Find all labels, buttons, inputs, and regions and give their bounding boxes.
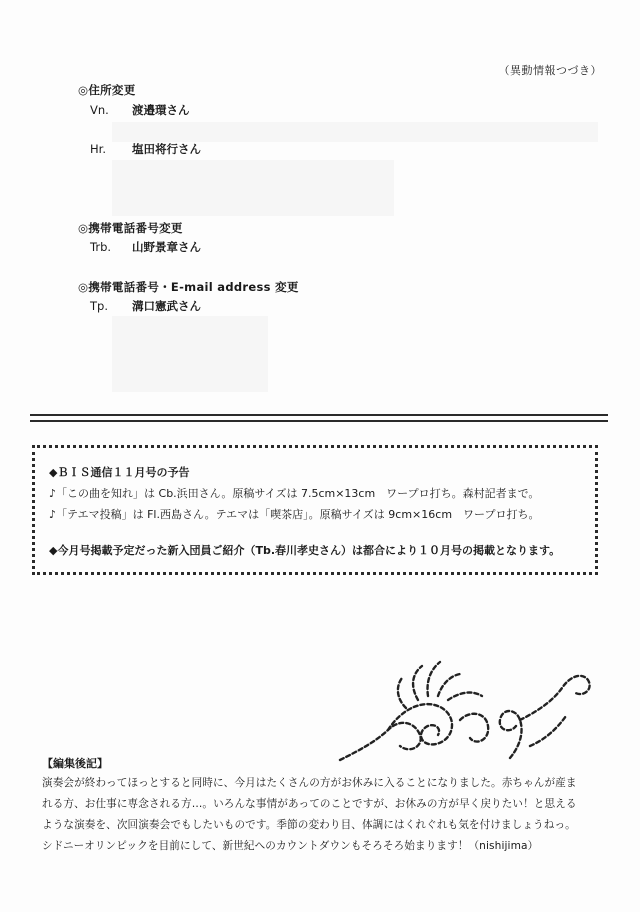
stitched-swirl-ornament-icon: [330, 650, 600, 770]
continuation-note: （異動情報つづき）: [498, 64, 602, 77]
instrument-part: Vn.: [90, 103, 109, 117]
member-entry: [90, 298, 201, 314]
instrument-part: Tp.: [90, 299, 108, 313]
instrument-part: Trb.: [90, 240, 112, 254]
notice-heading: ◆ＢＩＳ通信１１月号の予告: [49, 466, 190, 479]
member-name: 山野景章さん: [132, 240, 201, 254]
notice-line: ◆今月号掲載予定だった新入団員ご紹介（Tb.春川孝史さん）は都合により１０月号の掲載となります。: [49, 544, 561, 557]
address-change-heading: ◎住所変更: [78, 83, 136, 97]
postscript-line: れる方、お仕事に専念される方…。いろんな事情があってのことですが、お休みの方が早く戻りたい！と思える: [42, 798, 577, 810]
member-entry: [90, 102, 190, 118]
phone-change-heading: ◎携帯電話番号変更: [78, 221, 183, 235]
redacted-area: [112, 316, 268, 392]
postscript-line: 演奏会が終わってほっとすると同時に、今月はたくさんの方がお休みに入ることになりました。赤ちゃんが産ま: [42, 777, 577, 789]
member-entry: [90, 239, 201, 255]
instrument-part: Hr.: [90, 142, 106, 156]
redacted-area: [112, 122, 598, 142]
postscript-line: シドニーオリンピックを目前にして、新世紀へのカウントダウンもそろそろ始まります！（nishijima）: [42, 840, 539, 852]
notice-box: [32, 445, 598, 575]
section-divider: [30, 414, 608, 416]
member-name: 塩田将行さん: [132, 142, 201, 156]
notice-line: ♪「テエマ投稿」は Fl.西島さん。テエマは「喫茶店」。原稿サイズは 9cm×16cm ワープロ打ち。: [49, 508, 540, 521]
editor-postscript-heading: 【編集後記】: [42, 757, 108, 770]
notice-line: ♪「この曲を知れ」は Cb.浜田さん。原稿サイズは 7.5cm×13cm ワープロ打ち。森村記者まで。: [49, 487, 540, 500]
redacted-area: [112, 160, 394, 216]
member-name: 溝口憲武さん: [132, 299, 201, 313]
member-name: 渡邉環さん: [132, 103, 190, 117]
section-divider: [30, 420, 608, 422]
postscript-line: ような演奏を、次回演奏会でもしたいものです。季節の変わり目、体調にはくれぐれも気を付けましょうねっ。: [42, 819, 576, 831]
member-entry: [90, 141, 201, 157]
phone-email-change-heading: ◎携帯電話番号・E-mail address 変更: [78, 280, 299, 294]
